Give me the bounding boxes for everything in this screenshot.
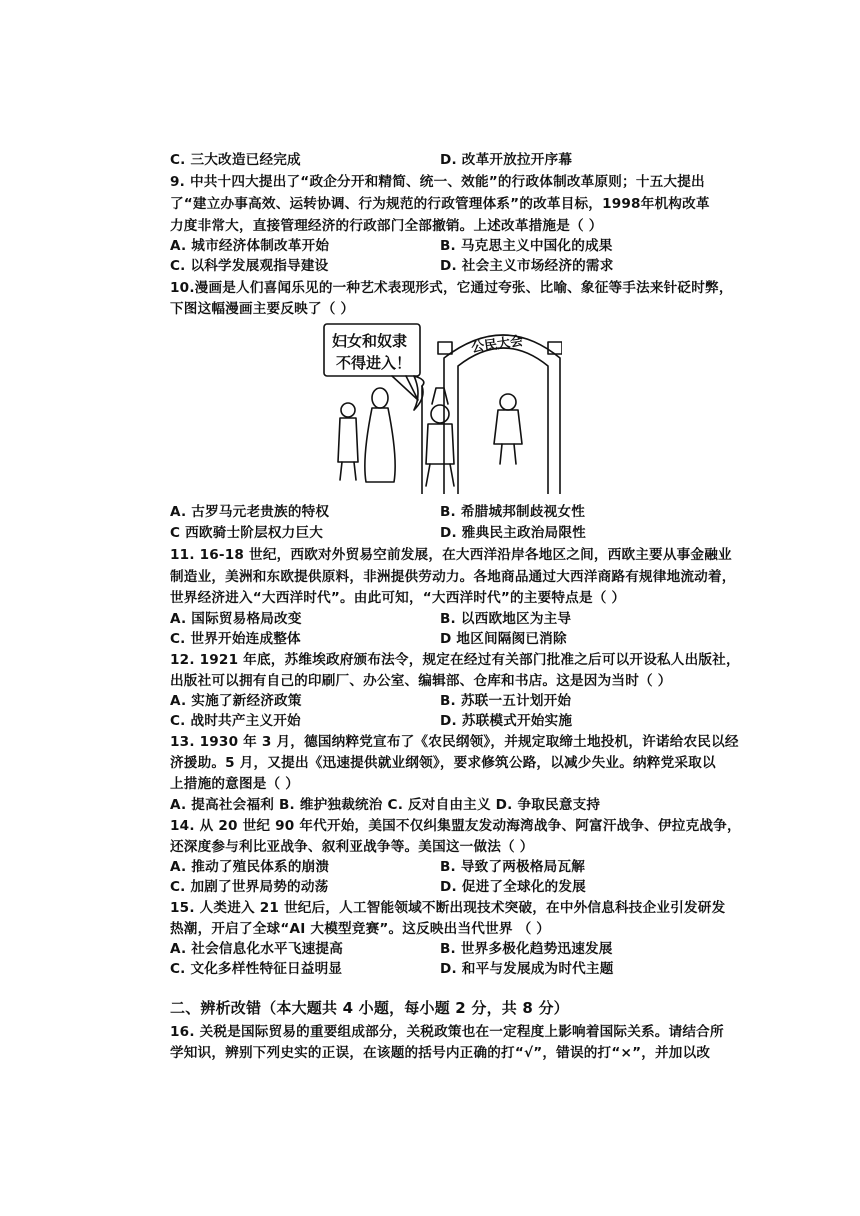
q9-option-c: C. 以科学发展观指导建设 [170,258,329,274]
q14-option-c: C. 加剧了世界局势的动荡 [170,879,329,895]
q11-option-a: A. 国际贸易格局改变 [170,611,302,627]
q11-option-b: B. 以西欧地区为主导 [440,611,572,627]
q9-option-d: D. 社会主义市场经济的需求 [440,258,614,274]
q15-stem-line2: 热潮，开启了全球“AI 大模型竞赛”。这反映出当代世界 （ ） [170,921,551,937]
q14-stem-line1: 14. 从 20 世纪 90 年代开始，美国不仅纠集盟友发动海湾战争、阿富汗战争、伊拉克战争， [170,818,741,834]
q13-stem-line1: 13. 1930 年 3 月，德国纳粹党宣布了《农民纲领》，并规定取缔土地投机，许诺给农民以经 [170,734,739,750]
q11-stem-line3: 世界经济进入“大西洋时代”。由此可知，“大西洋时代”的主要特点是（ ） [170,590,626,606]
q12-stem-line2: 出版社可以拥有自己的印刷厂、办公室、编辑部、仓库和书店。这是因为当时（ ） [170,673,672,689]
q10-option-c: C 西欧骑士阶层权力巨大 [170,525,324,541]
q10-cartoon [322,318,562,494]
q15-stem-line1: 15. 人类进入 21 世纪后，人工智能领域不断出现技术突破，在中外信息科技企业引发研发 [170,900,726,916]
q13-options: A. 提高社会福利 B. 维护独裁统治 C. 反对自由主义 D. 争取民意支持 [170,797,601,813]
q11-option-d: D 地区间隔阂已消除 [440,631,567,647]
q15-option-a: A. 社会信息化水平飞速提高 [170,941,343,957]
q10-stem-line1: 10.漫画是人们喜闻乐见的一种艺术表现形式，它通过夸张、比喻、象征等手法来针砭时弊， [170,280,733,296]
q16-stem-line2: 学知识，辨别下列史实的正误，在该题的括号内正确的打“√”，错误的打“×”，并加以改 [170,1045,711,1061]
q12-option-d: D. 苏联模式开始实施 [440,713,573,729]
q9-option-a: A. 城市经济体制改革开始 [170,238,330,254]
q13-stem-line2: 济援助。5 月，又提出《迅速提供就业纲领》，要求修筑公路，以减少失业。纳粹党采取以 [170,755,716,771]
q9-option-b: B. 马克思主义中国化的成果 [440,238,613,254]
q11-stem-line1: 11. 16-18 世纪，西欧对外贸易空前发展，在大西洋沿岸各地区之间，西欧主要从事金融业 [170,547,732,563]
q8-option-c: C. 三大改造已经完成 [170,152,301,168]
cartoon-drawing [322,318,562,494]
q14-option-a: A. 推动了殖民体系的崩溃 [170,859,330,875]
q13-stem-line3: 上措施的意图是（ ） [170,776,300,792]
q14-stem-line2: 还深度参与利比亚战争、叙利亚战争等。美国这一做法（ ） [170,839,534,855]
q10-option-a: A. 古罗马元老贵族的特权 [170,504,330,520]
q14-option-b: B. 导致了两极格局瓦解 [440,859,586,875]
q12-option-c: C. 战时共产主义开始 [170,713,301,729]
q14-option-d: D. 促进了全球化的发展 [440,879,586,895]
q9-stem-line3: 力度非常大，直接管理经济的行政部门全部撤销。上述改革措施是（ ） [170,218,603,234]
q15-option-c: C. 文化多样性特征日益明显 [170,961,343,977]
q11-option-c: C. 世界开始连成整体 [170,631,301,647]
q9-stem-line1: 9. 中共十四大提出了“政企分开和精简、统一、效能”的行政体制改革原则；十五大提出 [170,174,705,190]
speech-line1: 妇女和奴隶 [332,332,408,350]
q12-option-a: A. 实施了新经济政策 [170,693,302,709]
q15-option-b: B. 世界多极化趋势迅速发展 [440,941,613,957]
q12-stem-line1: 12. 1921 年底，苏维埃政府颁布法令，规定在经过有关部门批准之后可以开设私人出版社， [170,652,740,668]
speech-line2: 不得进入！ [336,354,412,372]
q12-option-b: B. 苏联一五计划开始 [440,693,572,709]
q9-stem-line2: 了“建立办事高效、运转协调、行为规范的行政管理体系”的改革目标，1998年机构改革 [170,196,710,212]
q15-option-d: D. 和平与发展成为时代主题 [440,961,614,977]
q16-stem-line1: 16. 关税是国际贸易的重要组成部分，关税政策也在一定程度上影响着国际关系。请结合所 [170,1024,724,1040]
arch-sign: 公民大会 [470,333,525,356]
q8-option-d: D. 改革开放拉开序幕 [440,152,573,168]
section-2-heading: 二、辨析改错（本大题共 4 小题，每小题 2 分，共 8 分） [170,999,569,1017]
q10-option-b: B. 希腊城邦制歧视女性 [440,504,586,520]
q11-stem-line2: 制造业，美洲和东欧提供原料，非洲提供劳动力。各地商品通过大西洋商路有规律地流动着， [170,569,736,585]
q10-option-d: D. 雅典民主政治局限性 [440,525,586,541]
q10-stem-line2: 下图这幅漫画主要反映了（ ） [170,301,355,317]
